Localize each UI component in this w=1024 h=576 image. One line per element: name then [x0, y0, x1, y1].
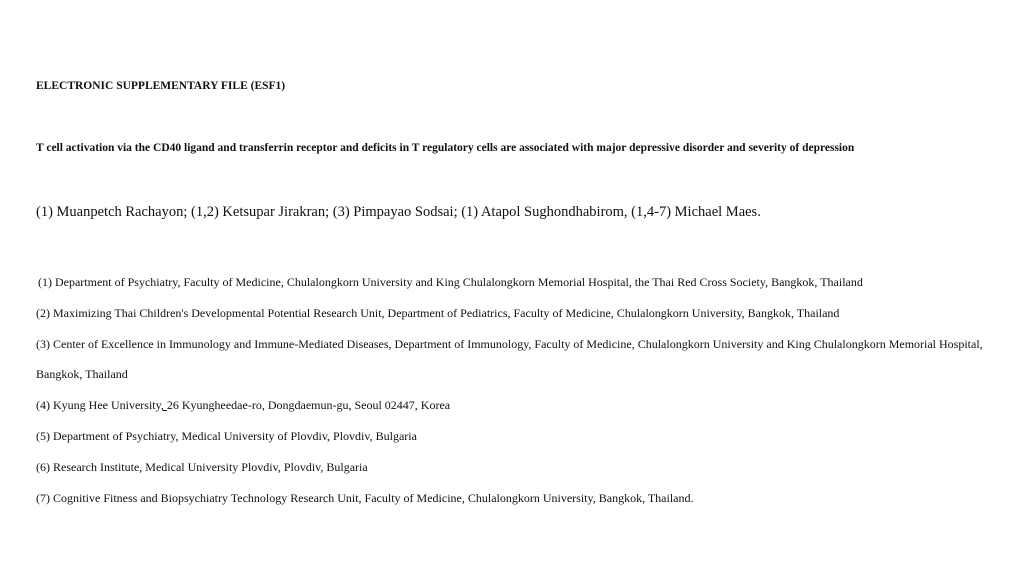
affiliation-6: (6) Research Institute, Medical University Plovdiv, Plovdiv, Bulgaria [36, 459, 368, 474]
affiliation-list [36, 267, 1016, 513]
affiliation-5: (5) Department of Psychiatry, Medical University of Plovdiv, Plovdiv, Bulgaria [36, 428, 417, 443]
affiliation-4-suffix: 26 Kyungheedae-ro, Dongdaemun-gu, Seoul 02447, Korea [166, 398, 451, 413]
affiliation-7: (7) Cognitive Fitness and Biopsychiatry Technology Research Unit, Faculty of Medicine, Chulalongkorn University, Bangkok, Thailand. [36, 490, 694, 505]
affiliation-4 [36, 390, 1016, 421]
affiliation-4-underlined: , [160, 398, 167, 413]
affiliation-2: (2) Maximizing Thai Children's Developmental Potential Research Unit, Department of Pediatrics, Faculty of Medicine, Chulalongkorn University, Bangkok, Thailand [36, 305, 840, 320]
paper-title: T cell activation via the CD40 ligand and transferrin receptor and deficits in T regulatory cells are associated with major depressive disorder and severity of depression [36, 142, 855, 154]
author-list: (1) Muanpetch Rachayon; (1,2) Ketsupar Jirakran; (3) Pimpayao Sodsai; (1) Atapol Sughondhabirom, (1,4-7) Michael Maes. [36, 204, 761, 220]
affiliation-1: (1) Department of Psychiatry, Faculty of Medicine, Chulalongkorn University and King Chulalongkorn Memorial Hospital, the Thai Red Cross Society, Bangkok, Thailand [38, 275, 863, 289]
affiliation-4-prefix: (4) Kyung Hee University [36, 398, 161, 413]
affiliation-3: (3) Center of Excellence in Immunology and Immune-Mediated Diseases, Department of Immunology, Faculty of Medicine, Chulalongkorn University and King Chulalongkorn Memorial Hospital, Bangkok, Thailand [36, 336, 983, 382]
file-label: ELECTRONIC SUPPLEMENTARY FILE (ESF1) [36, 80, 286, 92]
